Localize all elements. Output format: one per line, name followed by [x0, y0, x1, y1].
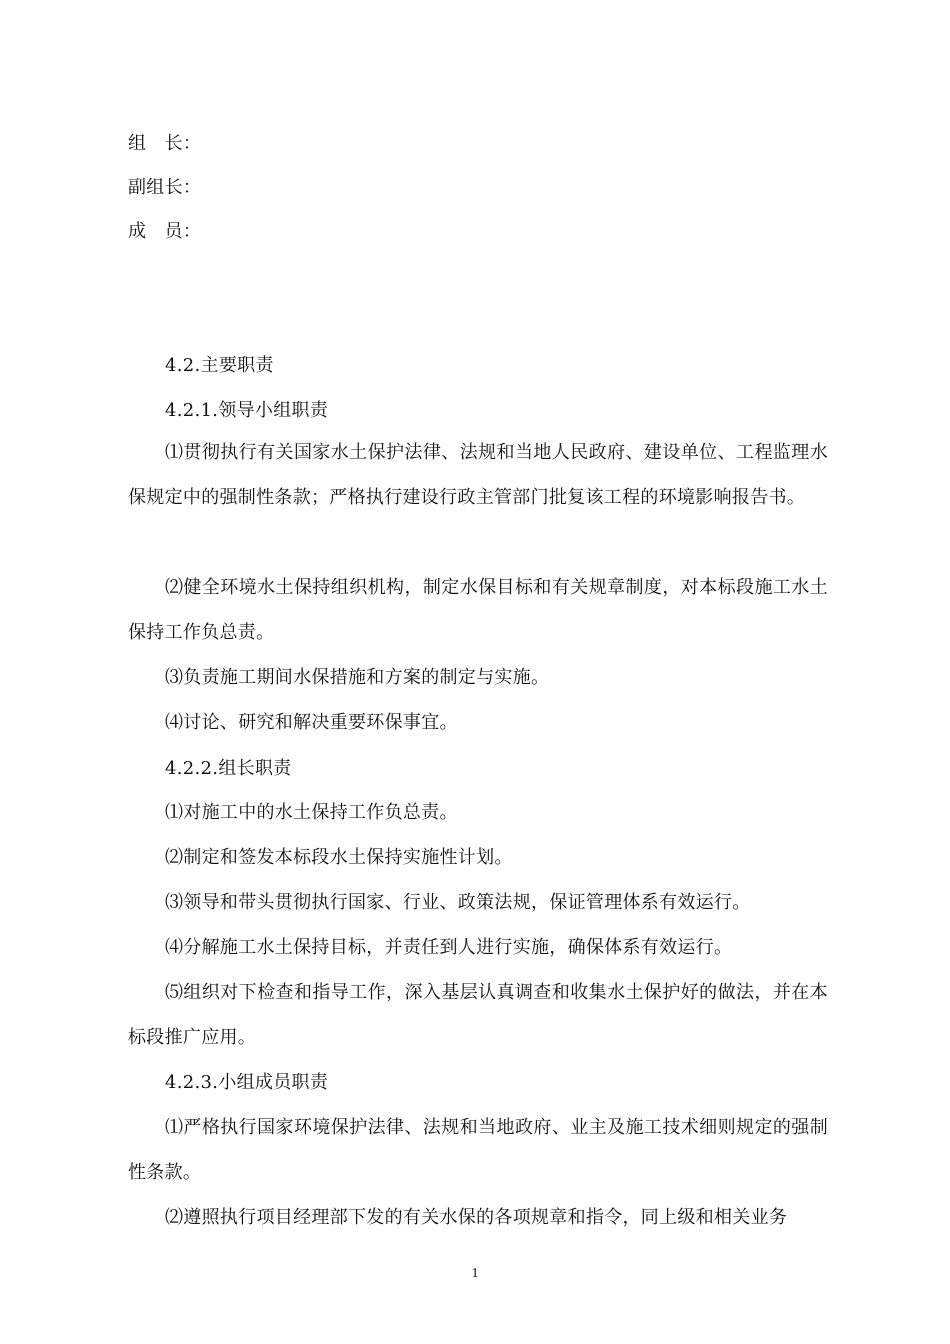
list-item: ⑶领导和带头贯彻执行国家、行业、政策法规，保证管理体系有效运行。	[165, 892, 751, 913]
list-item: ⑸组织对下检查和指导工作，深入基层认真调查和收集水土保护好的做法，并在本标段推广应用。	[128, 982, 828, 1048]
list-item: ⑴对施工中的水土保持工作负总责。	[165, 802, 458, 823]
roster-members: 成 员：	[128, 221, 202, 242]
section-heading-4-2-2: 4.2.2.组长职责	[165, 758, 292, 779]
section-heading-4-2-3: 4.2.3.小组成员职责	[165, 1072, 329, 1093]
section-heading-4-2-1: 4.2.1.领导小组职责	[165, 400, 329, 421]
list-item: ⑵健全环境水土保持组织机构，制定水保目标和有关规章制度，对本标段施工水土保持工作负总责。	[128, 577, 828, 643]
list-item: ⑴严格执行国家环境保护法律、法规和当地政府、业主及施工技术细则规定的强制性条款。	[128, 1117, 828, 1183]
roster-deputy: 副组长：	[128, 177, 202, 198]
list-item: ⑷分解施工水土保持目标，并责任到人进行实施，确保体系有效运行。	[165, 937, 733, 958]
list-item: ⑷讨论、研究和解决重要环保事宜。	[165, 712, 458, 733]
section-heading-4-2: 4.2.主要职责	[165, 355, 274, 376]
list-item: ⑵遵照执行项目经理部下发的有关水保的各项规章和指令，同上级和相关业务	[165, 1207, 788, 1228]
page-number: 1	[471, 1266, 479, 1281]
list-item: ⑵制定和签发本标段水土保持实施性计划。	[165, 847, 513, 868]
roster-leader: 组 长：	[128, 133, 202, 154]
list-item: ⑴贯彻执行有关国家水土保护法律、法规和当地人民政府、建设单位、工程监理水保规定中的强制性条款；严格执行建设行政主管部门批复该工程的环境影响报告书。	[128, 442, 828, 508]
list-item: ⑶负责施工期间水保措施和方案的制定与实施。	[165, 667, 550, 688]
